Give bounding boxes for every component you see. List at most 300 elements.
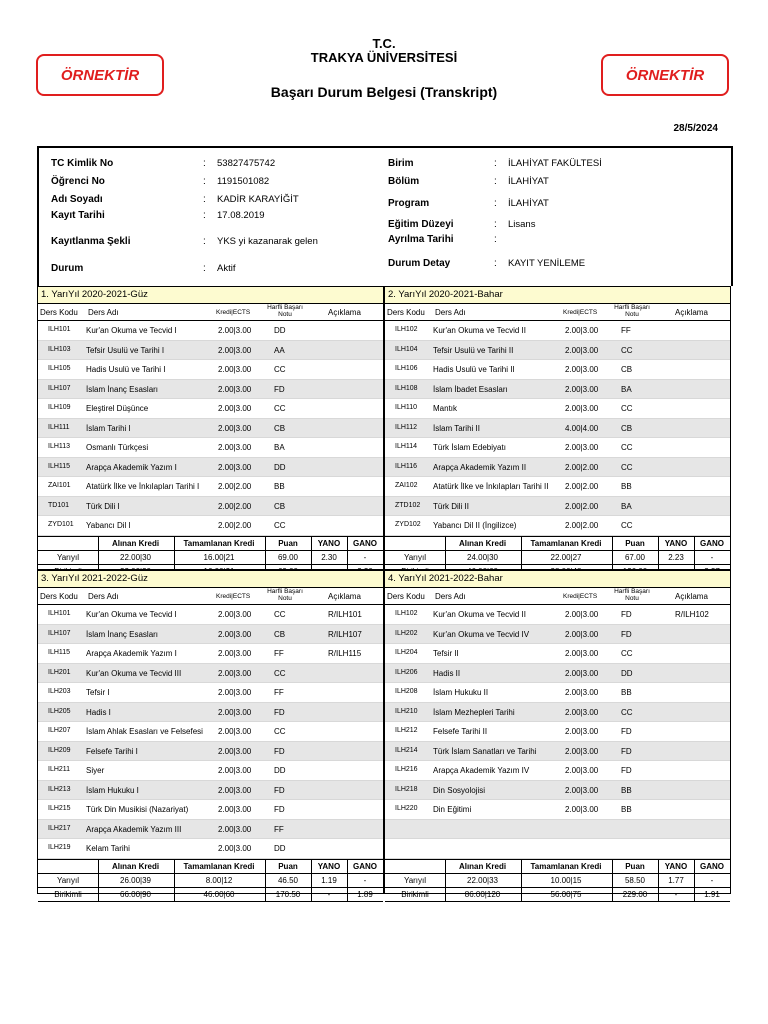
course-code: ILH219 (48, 844, 71, 851)
field-label: Bölüm (388, 176, 420, 187)
summary-gano: 1.91 (704, 889, 720, 899)
course-code: ILH115 (48, 462, 71, 470)
col-note: Açıklama (328, 592, 361, 601)
course-credit: 2.00|3.00 (565, 384, 599, 394)
course-name: Tefsir I (86, 688, 110, 697)
course-row (385, 605, 730, 625)
col-note: Açıklama (328, 308, 361, 317)
course-credit: 2.00|3.00 (218, 462, 252, 472)
summary-row (385, 888, 730, 902)
course-credit: 2.00|3.00 (565, 805, 599, 814)
course-grade: FD (274, 746, 285, 756)
course-code: ZAI101 (48, 482, 71, 489)
course-row (385, 722, 730, 742)
course-code: ILH212 (395, 727, 418, 734)
course-name: Arapça Akademik Yazım IV (433, 766, 530, 775)
course-name: Arapça Akademik Yazım I (86, 649, 177, 658)
col-name: Ders Adı (435, 592, 466, 601)
field-value: İLAHİYAT (508, 176, 549, 187)
summary-header: GANO (700, 538, 724, 548)
field-colon: : (494, 198, 497, 209)
course-name: Atatürk İlke ve İnkılapları Tarihi II (433, 482, 549, 491)
course-code: ILH214 (395, 746, 418, 754)
course-credit: 2.00|3.00 (565, 727, 599, 736)
course-credit: 4.00|4.00 (565, 423, 599, 433)
summary-header: GANO (353, 861, 377, 871)
course-column-header (385, 588, 730, 605)
course-credit: 2.00|3.00 (565, 629, 599, 639)
field-value: KAYIT YENİLEME (508, 258, 586, 269)
field-value: İLAHİYAT (508, 198, 549, 209)
field-label: Durum Detay (388, 258, 451, 269)
course-row (385, 360, 730, 380)
course-code: ILH113 (48, 443, 71, 450)
course-code: TD101 (48, 501, 70, 509)
course-grade: FD (621, 746, 632, 756)
course-note: R/ILH115 (328, 649, 362, 658)
course-credit: 2.00|3.00 (565, 326, 599, 335)
semester-title: 4. YarıYıl 2021-2022-Bahar (385, 571, 730, 588)
course-credit: 2.00|2.00 (218, 501, 252, 511)
course-column-header (38, 304, 383, 321)
summary-label: Yarıyıl (403, 552, 427, 562)
summary-alinan: 26.00|39 (120, 875, 151, 885)
course-grade: CC (621, 521, 633, 530)
course-name: Eleştirel Düşünce (86, 404, 149, 413)
course-code: ZAI102 (395, 482, 418, 489)
course-name: Kur'an Okuma ve Tecvid II (433, 326, 526, 335)
course-row (38, 781, 383, 801)
course-row (385, 625, 730, 645)
course-credit: 2.00|3.00 (218, 443, 252, 452)
course-credit: 2.00|3.00 (218, 423, 252, 433)
field-label: Adı Soyadı (51, 194, 103, 205)
course-grade: FF (274, 824, 284, 834)
summary-alinan: 22.00|33 (467, 875, 498, 885)
course-credit: 2.00|3.00 (218, 844, 252, 853)
summary-header: Tamamlanan Kredi (183, 538, 255, 548)
course-row (385, 664, 730, 684)
course-row (38, 399, 383, 419)
course-credit: 2.00|3.00 (565, 668, 599, 678)
course-grade: DD (274, 462, 286, 472)
col-grade: Harfli Başarı Notu (267, 304, 303, 318)
course-row (385, 497, 730, 517)
col-code: Ders Kodu (40, 308, 78, 317)
field-value: Lisans (508, 219, 536, 230)
summary-row (385, 874, 730, 888)
course-row (385, 458, 730, 478)
field-colon: : (203, 194, 206, 205)
course-code: ILH204 (395, 649, 418, 656)
course-name: İslam Hukuku I (86, 785, 139, 795)
course-grade: FD (274, 384, 285, 394)
course-credit: 2.00|3.00 (565, 766, 599, 775)
course-row (38, 761, 383, 781)
course-code: ZTD102 (395, 501, 421, 509)
course-row (38, 664, 383, 684)
course-name: İslam Mezhepleri Tarihi (433, 707, 515, 717)
field-label: Birim (388, 158, 414, 169)
sample-stamp-right: ÖRNEKTİR (601, 54, 729, 96)
course-name: İslam İbadet Esasları (433, 384, 508, 394)
field-value: 53827475742 (217, 158, 276, 169)
summary-divider (347, 860, 348, 902)
col-name: Ders Adı (88, 308, 119, 317)
course-grade: CB (274, 629, 286, 639)
course-code: ILH105 (48, 365, 71, 372)
course-name: İslam İnanç Esasları (86, 384, 159, 394)
course-name: Hadis II (433, 668, 461, 678)
summary-header: Alınan Kredi (458, 861, 507, 871)
summary-tamamlanan: 16.00|21 (203, 552, 235, 562)
course-code: ILH102 (395, 326, 418, 333)
summary-header: YANO (317, 861, 341, 871)
course-credit: 2.00|2.00 (565, 482, 599, 491)
field-label: Program (388, 198, 430, 209)
field-label: Kayıtlanma Şekli (51, 236, 131, 247)
summary-header-row (38, 537, 383, 551)
course-code: ILH218 (395, 785, 418, 793)
course-code: ILH106 (395, 365, 418, 372)
course-credit: 2.00|3.00 (565, 746, 599, 756)
course-code: ILH206 (395, 668, 418, 676)
course-grade: BB (621, 785, 632, 795)
course-credit: 2.00|2.00 (218, 482, 252, 491)
course-grade: CC (274, 404, 286, 413)
summary-yano: 2.23 (668, 552, 684, 562)
course-code: ILH205 (48, 707, 71, 715)
course-grade: CC (274, 727, 286, 736)
summary-puan: 69.00 (277, 552, 299, 562)
course-row (385, 781, 730, 801)
summary-label: Yarıyıl (403, 875, 427, 885)
field-label: Öğrenci No (51, 176, 105, 187)
course-grade: FD (274, 805, 285, 814)
course-code: ILH216 (395, 766, 418, 773)
course-grade: AA (274, 345, 285, 355)
summary-header: YANO (664, 538, 688, 548)
course-code: ILH108 (395, 384, 418, 392)
summary-tamamlanan: 46.00|60 (203, 889, 235, 899)
course-grade: CB (621, 365, 633, 374)
course-note: R/ILH102 (675, 610, 709, 619)
course-credit: 2.00|3.00 (218, 326, 252, 335)
course-name: Mantık (433, 404, 458, 413)
col-code: Ders Kodu (387, 592, 425, 601)
course-credit: 2.00|3.00 (218, 727, 252, 736)
course-name: Hadis Usulü ve Tarihi II (433, 365, 515, 374)
course-code: ZYD102 (395, 521, 421, 528)
field-label: TC Kimlik No (51, 158, 114, 169)
field-colon: : (203, 210, 206, 221)
course-code: ILH112 (395, 423, 418, 431)
course-name: Atatürk İlke ve İnkılapları Tarihi I (86, 482, 200, 491)
course-credit: 2.00|3.00 (218, 688, 252, 697)
course-code: ILH111 (48, 423, 70, 431)
summary-gano: - (710, 875, 714, 885)
course-name: İslam Hukuku II (433, 688, 489, 697)
course-code: ILH211 (48, 766, 71, 773)
col-credit: Kredi|ECTS (563, 309, 598, 316)
course-code: ZYD101 (48, 521, 74, 528)
course-code: ILH116 (395, 462, 418, 470)
course-code: ILH210 (395, 707, 418, 715)
course-row (385, 644, 730, 664)
summary-puan: 58.50 (624, 875, 646, 885)
course-credit: 2.00|3.00 (565, 345, 599, 355)
course-row (385, 399, 730, 419)
course-row (38, 419, 383, 439)
course-row (38, 341, 383, 361)
course-credit: 2.00|3.00 (218, 746, 252, 756)
document-title: Başarı Durum Belgesi (Transkript) (270, 84, 498, 100)
course-row (38, 458, 383, 478)
semester-block (384, 570, 731, 899)
course-credit: 2.00|3.00 (218, 404, 252, 413)
course-row (38, 438, 383, 458)
course-grade: CC (621, 345, 633, 355)
course-grade: CC (274, 610, 286, 619)
course-credit: 2.00|3.00 (218, 668, 252, 678)
summary-row (38, 551, 383, 565)
summary-header: Alınan Kredi (111, 538, 160, 548)
course-credit: 2.00|3.00 (565, 610, 599, 619)
summary-tamamlanan: 8.00|12 (205, 875, 233, 885)
summary-gano: - (363, 552, 367, 562)
course-row-empty (385, 839, 730, 859)
summary-gano: - (363, 875, 367, 885)
course-row (385, 516, 730, 536)
course-credit: 2.00|3.00 (565, 365, 599, 374)
course-name: Arapça Akademik Yazım I (86, 462, 177, 472)
summary-header-row (385, 537, 730, 551)
course-code: ILH215 (48, 805, 71, 812)
course-code: ILH209 (48, 746, 71, 754)
course-name: İslam Ahlak Esasları ve Felsefesi (86, 727, 203, 736)
summary-header-row (38, 860, 383, 874)
course-grade: CC (274, 521, 286, 530)
col-credit: Kredi|ECTS (563, 593, 598, 600)
course-name: Kur'an Okuma ve Tecvid IV (433, 629, 530, 639)
summary-header: Alınan Kredi (458, 538, 507, 548)
course-credit: 2.00|2.00 (565, 501, 599, 511)
field-colon: : (494, 219, 497, 230)
course-grade: CB (274, 501, 286, 511)
course-credit: 2.00|3.00 (218, 766, 252, 775)
course-code: ILH208 (395, 688, 418, 695)
course-grade: FF (274, 688, 284, 697)
course-row (385, 341, 730, 361)
summary-header: Puan (278, 538, 298, 548)
course-name: İslam İnanç Esasları (86, 629, 159, 639)
course-credit: 2.00|2.00 (565, 521, 599, 530)
course-name: Yabancı Dil II (İngilizce) (433, 521, 517, 530)
course-name: Türk Dili II (433, 501, 469, 511)
course-credit: 2.00|2.00 (218, 521, 252, 530)
document-date: 28/5/2024 (673, 123, 718, 134)
summary-yano: 1.77 (668, 875, 684, 885)
course-grade: BA (621, 384, 632, 394)
course-grade: DD (274, 326, 286, 335)
field-colon: : (494, 258, 497, 269)
course-grade: BB (621, 482, 632, 491)
course-code: ILH201 (48, 668, 71, 676)
course-name: Yabancı Dil I (86, 521, 131, 530)
course-name: Felsefe Tarihi II (433, 727, 488, 736)
course-name: Siyer (86, 766, 105, 775)
course-credit: 2.00|2.00 (565, 462, 599, 472)
summary-alinan: 22.00|30 (120, 552, 151, 562)
course-code: ILH207 (48, 727, 71, 734)
summary-header: Tamamlanan Kredi (530, 538, 602, 548)
course-grade: CB (274, 423, 286, 433)
summary-alinan: 86.00|120 (464, 889, 501, 899)
field-colon: : (494, 176, 497, 187)
course-note: R/ILH107 (328, 629, 362, 639)
course-grade: BA (274, 443, 285, 452)
course-name: Türk İslam Edebiyatı (433, 443, 506, 452)
field-value: İLAHİYAT FAKÜLTESİ (508, 158, 602, 169)
col-note: Açıklama (675, 308, 708, 317)
summary-puan: 229.00 (622, 889, 648, 899)
course-grade: FD (621, 610, 632, 619)
summary-gano: 1.89 (357, 889, 373, 899)
summary-header: Alınan Kredi (111, 861, 160, 871)
course-grade: FF (621, 326, 631, 335)
course-note: R/ILH101 (328, 610, 362, 619)
course-credit: 2.00|3.00 (218, 629, 252, 639)
course-grade: CC (274, 668, 286, 678)
field-colon: : (203, 236, 206, 247)
course-credit: 2.00|3.00 (218, 824, 252, 834)
col-grade: Harfli Başarı Notu (614, 588, 650, 602)
course-row (38, 703, 383, 723)
course-grade: FD (274, 707, 285, 717)
course-row (38, 644, 383, 664)
course-name: Tefsir II (433, 649, 459, 658)
semester-summary (385, 859, 730, 902)
student-info-panel (37, 146, 733, 286)
summary-divider (445, 860, 446, 902)
field-value: 17.08.2019 (217, 210, 265, 221)
course-grade: BB (274, 482, 285, 491)
header-line-1: T.C. (372, 36, 396, 51)
field-colon: : (494, 234, 497, 245)
course-name: Hadis I (86, 707, 111, 717)
course-grade: CC (621, 443, 633, 452)
course-row (38, 800, 383, 820)
course-row (38, 477, 383, 497)
course-code: ILH101 (48, 610, 71, 617)
course-grade: CC (274, 365, 286, 374)
course-grade: FD (621, 766, 632, 775)
field-value: 1191501082 (217, 176, 270, 187)
col-code: Ders Kodu (387, 308, 425, 317)
course-name: Kur'an Okuma ve Tecvid I (86, 610, 177, 619)
course-code: ILH101 (48, 326, 71, 333)
summary-divider (612, 860, 613, 902)
course-credit: 2.00|3.00 (565, 404, 599, 413)
course-code: ILH213 (48, 785, 71, 793)
course-row (38, 820, 383, 840)
course-name: Hadis Usulü ve Tarihi I (86, 365, 166, 374)
course-credit: 2.00|3.00 (218, 785, 252, 795)
summary-header: YANO (664, 861, 688, 871)
course-code: ILH202 (395, 629, 418, 637)
course-code: ILH107 (48, 629, 71, 637)
course-credit: 2.00|3.00 (565, 785, 599, 795)
sample-stamp-left: ÖRNEKTİR (36, 54, 164, 96)
course-credit: 2.00|3.00 (565, 649, 599, 658)
summary-divider (174, 860, 175, 902)
summary-divider (98, 860, 99, 902)
field-value: Aktif (217, 263, 236, 274)
course-row (38, 722, 383, 742)
summary-puan: 170.50 (275, 889, 301, 899)
summary-row (38, 874, 383, 888)
course-grade: FD (621, 727, 632, 736)
field-colon: : (203, 158, 206, 169)
course-name: Türk Dili I (86, 501, 120, 511)
col-note: Açıklama (675, 592, 708, 601)
summary-puan: 46.50 (277, 875, 299, 885)
summary-alinan: 24.00|30 (467, 552, 498, 562)
course-name: Arapça Akademik Yazım II (433, 462, 527, 472)
course-row (385, 321, 730, 341)
summary-label: Birikimli (401, 889, 429, 899)
course-name: Tefsir Usulü ve Tarihi I (86, 345, 165, 355)
semester-title: 2. YarıYıl 2020-2021-Bahar (385, 287, 730, 304)
course-name: Türk Din Musikisi (Nazariyat) (86, 805, 189, 814)
course-name: Kur'an Okuma ve Tecvid I (86, 326, 177, 335)
course-credit: 2.00|3.00 (218, 365, 252, 374)
summary-tamamlanan: 56.00|75 (550, 889, 582, 899)
summary-divider (694, 860, 695, 902)
summary-header: Puan (625, 861, 645, 871)
summary-yano: - (327, 889, 331, 899)
summary-header: Tamamlanan Kredi (530, 861, 602, 871)
summary-divider (658, 860, 659, 902)
course-code: ILH107 (48, 384, 71, 392)
course-credit: 2.00|3.00 (565, 443, 599, 452)
field-colon: : (203, 263, 206, 274)
field-colon: : (203, 176, 206, 187)
course-row (38, 360, 383, 380)
summary-header: Puan (278, 861, 298, 871)
col-name: Ders Adı (88, 592, 119, 601)
col-credit: Kredi|ECTS (216, 593, 251, 600)
course-row (385, 800, 730, 820)
course-grade: CC (621, 404, 633, 413)
course-name: Arapça Akademik Yazım III (86, 824, 182, 834)
course-row (385, 419, 730, 439)
course-credit: 2.00|3.00 (565, 688, 599, 697)
course-row (38, 683, 383, 703)
course-row (38, 321, 383, 341)
course-row (385, 742, 730, 762)
course-grade: DD (621, 668, 633, 678)
summary-row (38, 888, 383, 902)
col-credit: Kredi|ECTS (216, 309, 251, 316)
course-row-empty (385, 820, 730, 840)
semester-summary (38, 859, 383, 902)
course-credit: 2.00|3.00 (218, 649, 252, 658)
course-grade: BA (621, 501, 632, 511)
summary-row (385, 551, 730, 565)
course-name: Kelam Tarihi (86, 844, 130, 853)
course-grade: FF (274, 649, 284, 658)
